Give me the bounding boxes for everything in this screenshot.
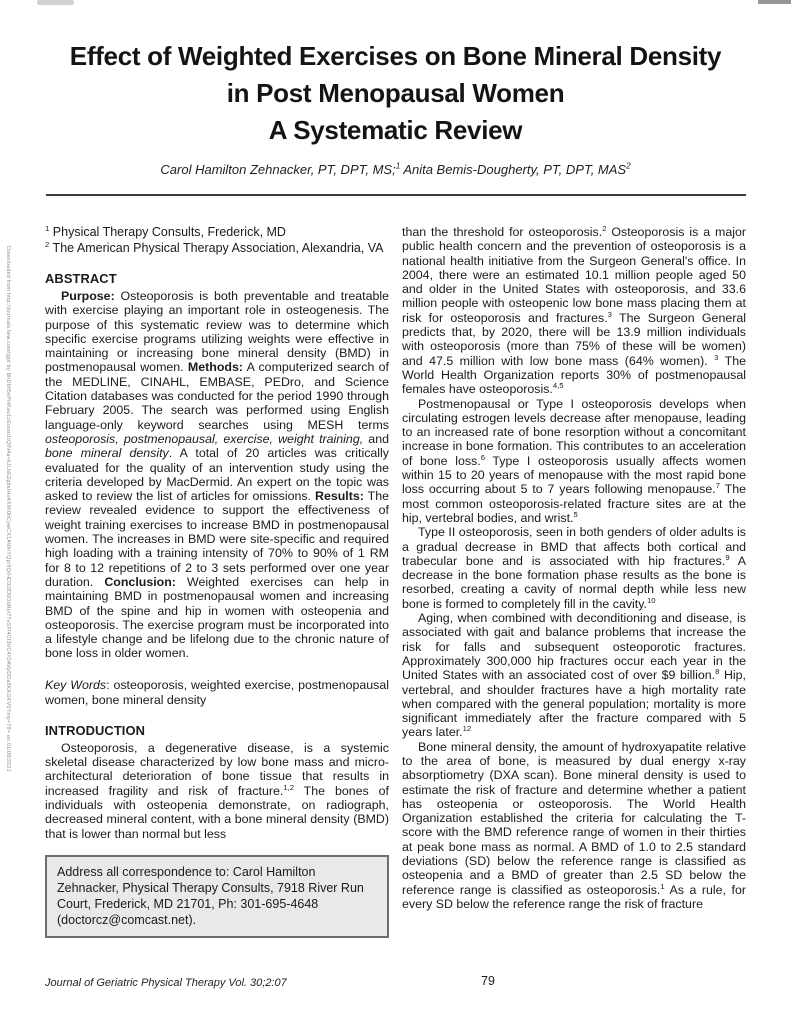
download-watermark: Downloaded from http://journals.lww.com/jgpt by BhDMf5ePHKav1zEoum1tQfN4a+kJLhEZgbsIHo4XMi0hCywCX1AWnYQp/IlQrHD3i3D0OdRyi7TvSFl4Cf3VC4/OAVpDDa8KKGKV0Ymy+78= on 01/08/2021 xyxy=(5,246,11,772)
paragraph: Postmenopausal or Type I osteoporosis develops when circulating estrogen levels decrease after menopause, leading to an increased rate of bone resorption without a concomitant increase in bone formation. This contributes to an acceleration of bone loss.$^6$ Type I osteoporosis usually affects women within 15 to 20 years of menopause with the most rapid bone loss occurring about 5 to 7 years following menopause.$^7$ The most common osteoporosis-related fracture sites are at the hip, vertebral bodies, and wrist.$^5$ xyxy=(402,396,747,525)
intro-paragraph: Osteoporosis, a degenerative disease, is a systemic skeletal disease characterized by low bone mass and micro-architectural deterioration of bone tissue that results in increased fragility and risk of fracture.$^{1,2}$ The bones of individuals with osteopenia demonstrate, on radiograph, decreased mineral content, with a bone mineral density (BMD) that is lower than normal but less xyxy=(45,740,389,841)
two-column-body xyxy=(0,196,791,938)
page-number: 79 xyxy=(481,974,495,988)
correspondence-box: Address all correspondence to: Carol Hamilton Zehnacker, Physical Therapy Consults, 7918 River Run Court, Frederick, MD 21701, Ph: 301-695-4648 (doctorcz@comcast.net). xyxy=(45,855,389,938)
title-line-1: Effect of Weighted Exercises on Bone Mineral Density xyxy=(69,41,722,71)
paragraph: $^2$ The American Physical Therapy Association, Alexandria, VA xyxy=(45,239,384,255)
footer-journal-citation: Journal of Geriatric Physical Therapy Vol. 30;2:07 xyxy=(45,977,287,989)
right-column xyxy=(402,225,746,911)
abstract-paragraph: Purpose: Osteoporosis is both preventable and treatable with exercise playing an important role in osteogenesis. The purpose of this systematic review was to determine which specific exercise programs utilizing weights were effective in maintaining or increasing bone mineral density (BMD) in postmenopausal women. Methods: A computerized search of the MEDLINE, CINAHL, EMBASE, PEDro, and Science Citation databases was conducted for the period 1990 through February 2005. The search was performed using English language-only keyword searches using MESH terms osteoporosis, postmenopausal, exercise, weight training, and bone mineral density. A total of 20 articles was critically evaluated for the quality of an intervention study using the criteria developed by MacDermid. An expert on the topic was asked to review the list of articles for omissions. Results: The review revealed evidence to support the effectiveness of weight training exercises to increase BMD in postmenopausal women. The increases in BMD were site-specific and required high loading with a training intensity of 70% to 90% of 1 RM for 8 to 12 repetitions of 2 to 3 sets performed over one year duration. Conclusion: Weighted exercises can help in maintaining BMD in postmenopausal women and increasing BMD of the spine and hip in women with osteopenia and osteoporosis. The exercise program must be incorporated into a lifestyle change and be lifelong due to the chronic nature of bone loss in older women. xyxy=(45,289,390,661)
scan-artifact-right xyxy=(758,0,791,4)
paragraph: than the threshold for osteoporosis.$^2$ Osteoporosis is a major public health concern and the prevention of osteoporosis is a national health initiative from the Surgeon General's office. In 2004, there were an estimated 10.1 million people aged 50 and older in the United States with osteoporosis, and 33.6 million people with osteopenic low bone mass placing them at risk for osteoporosis and fractures.$^3$ The Surgeon General predicts that, by 2020, there will be 13.9 million individuals with osteoporosis (more than 75% of these will be women) and 47.5 million with low bone mass (64% women). $^3$ The World Health Organization reports 30% of postmenopausal females have osteoporosis.$^{4,5}$ xyxy=(402,223,746,397)
introduction-heading: INTRODUCTION xyxy=(45,722,146,738)
affiliations xyxy=(45,225,389,256)
paragraph: Aging, when combined with deconditioning and disease, is associated with gait and balance problems that increase the risk for falls and subsequent osteoporotic fractures. Approximately 300,000 hip fractures occur each year in the United States with an associated cost of over $9 billion.$^8$ Hip, vertebral, and shoulder fractures have a high mortality rate when compared with the general population; mortality is more significant immediately after the fracture compared with 5 years later.$^{12}$ xyxy=(402,611,746,740)
paragraph: $^1$ Physical Therapy Consults, Frederick, MD xyxy=(45,223,286,239)
paragraph: Type II osteoporosis, seen in both genders of older adults is a gradual decrease in BMD that affects both cortical and trabecular bone and is associated with hip fractures.$^9$ A decrease in the bone formation phase results as the bone is resorbed, creating a cavity of normal depth while less new bone is formed to completely fill in the cavity.$^{10}$ xyxy=(402,525,746,611)
page-title xyxy=(30,38,761,149)
paragraph: Bone mineral density, the amount of hydroxyapatite relative to the area of bone, is measured by dual energy x-ray absorptiometry (DXA scan). Bone mineral density is used to estimate the risk of fracture and determine whether a patient has osteopenia or osteoporosis. The World Health Organization established the criteria for calculating the T- score with the BMD reference range of women in their thirties at peak bone mass as normal. A BMD of 1.0 to 2.5 standard deviations (SD) below the reference range is classified as osteopenia and a BMD of greater than 2.5 SD below the reference range is classified as osteoporosis.$^1$ As a rule, for every SD below the reference range the risk of fracture xyxy=(402,739,746,911)
abstract-heading: ABSTRACT xyxy=(45,271,117,286)
title-line-3: A Systematic Review xyxy=(268,115,523,145)
left-column xyxy=(45,225,389,938)
title-line-2: in Post Menopausal Women xyxy=(226,78,565,108)
scan-artifact-left xyxy=(37,0,74,5)
keywords: Key Words: osteoporosis, weighted exercise, postmenopausal women, bone mineral density xyxy=(45,677,389,707)
authors-line: Carol Hamilton Zehnacker, PT, DPT, MS;$^1$ Anita Bemis-Dougherty, PT, DPT, MAS$^2$ xyxy=(160,161,631,177)
